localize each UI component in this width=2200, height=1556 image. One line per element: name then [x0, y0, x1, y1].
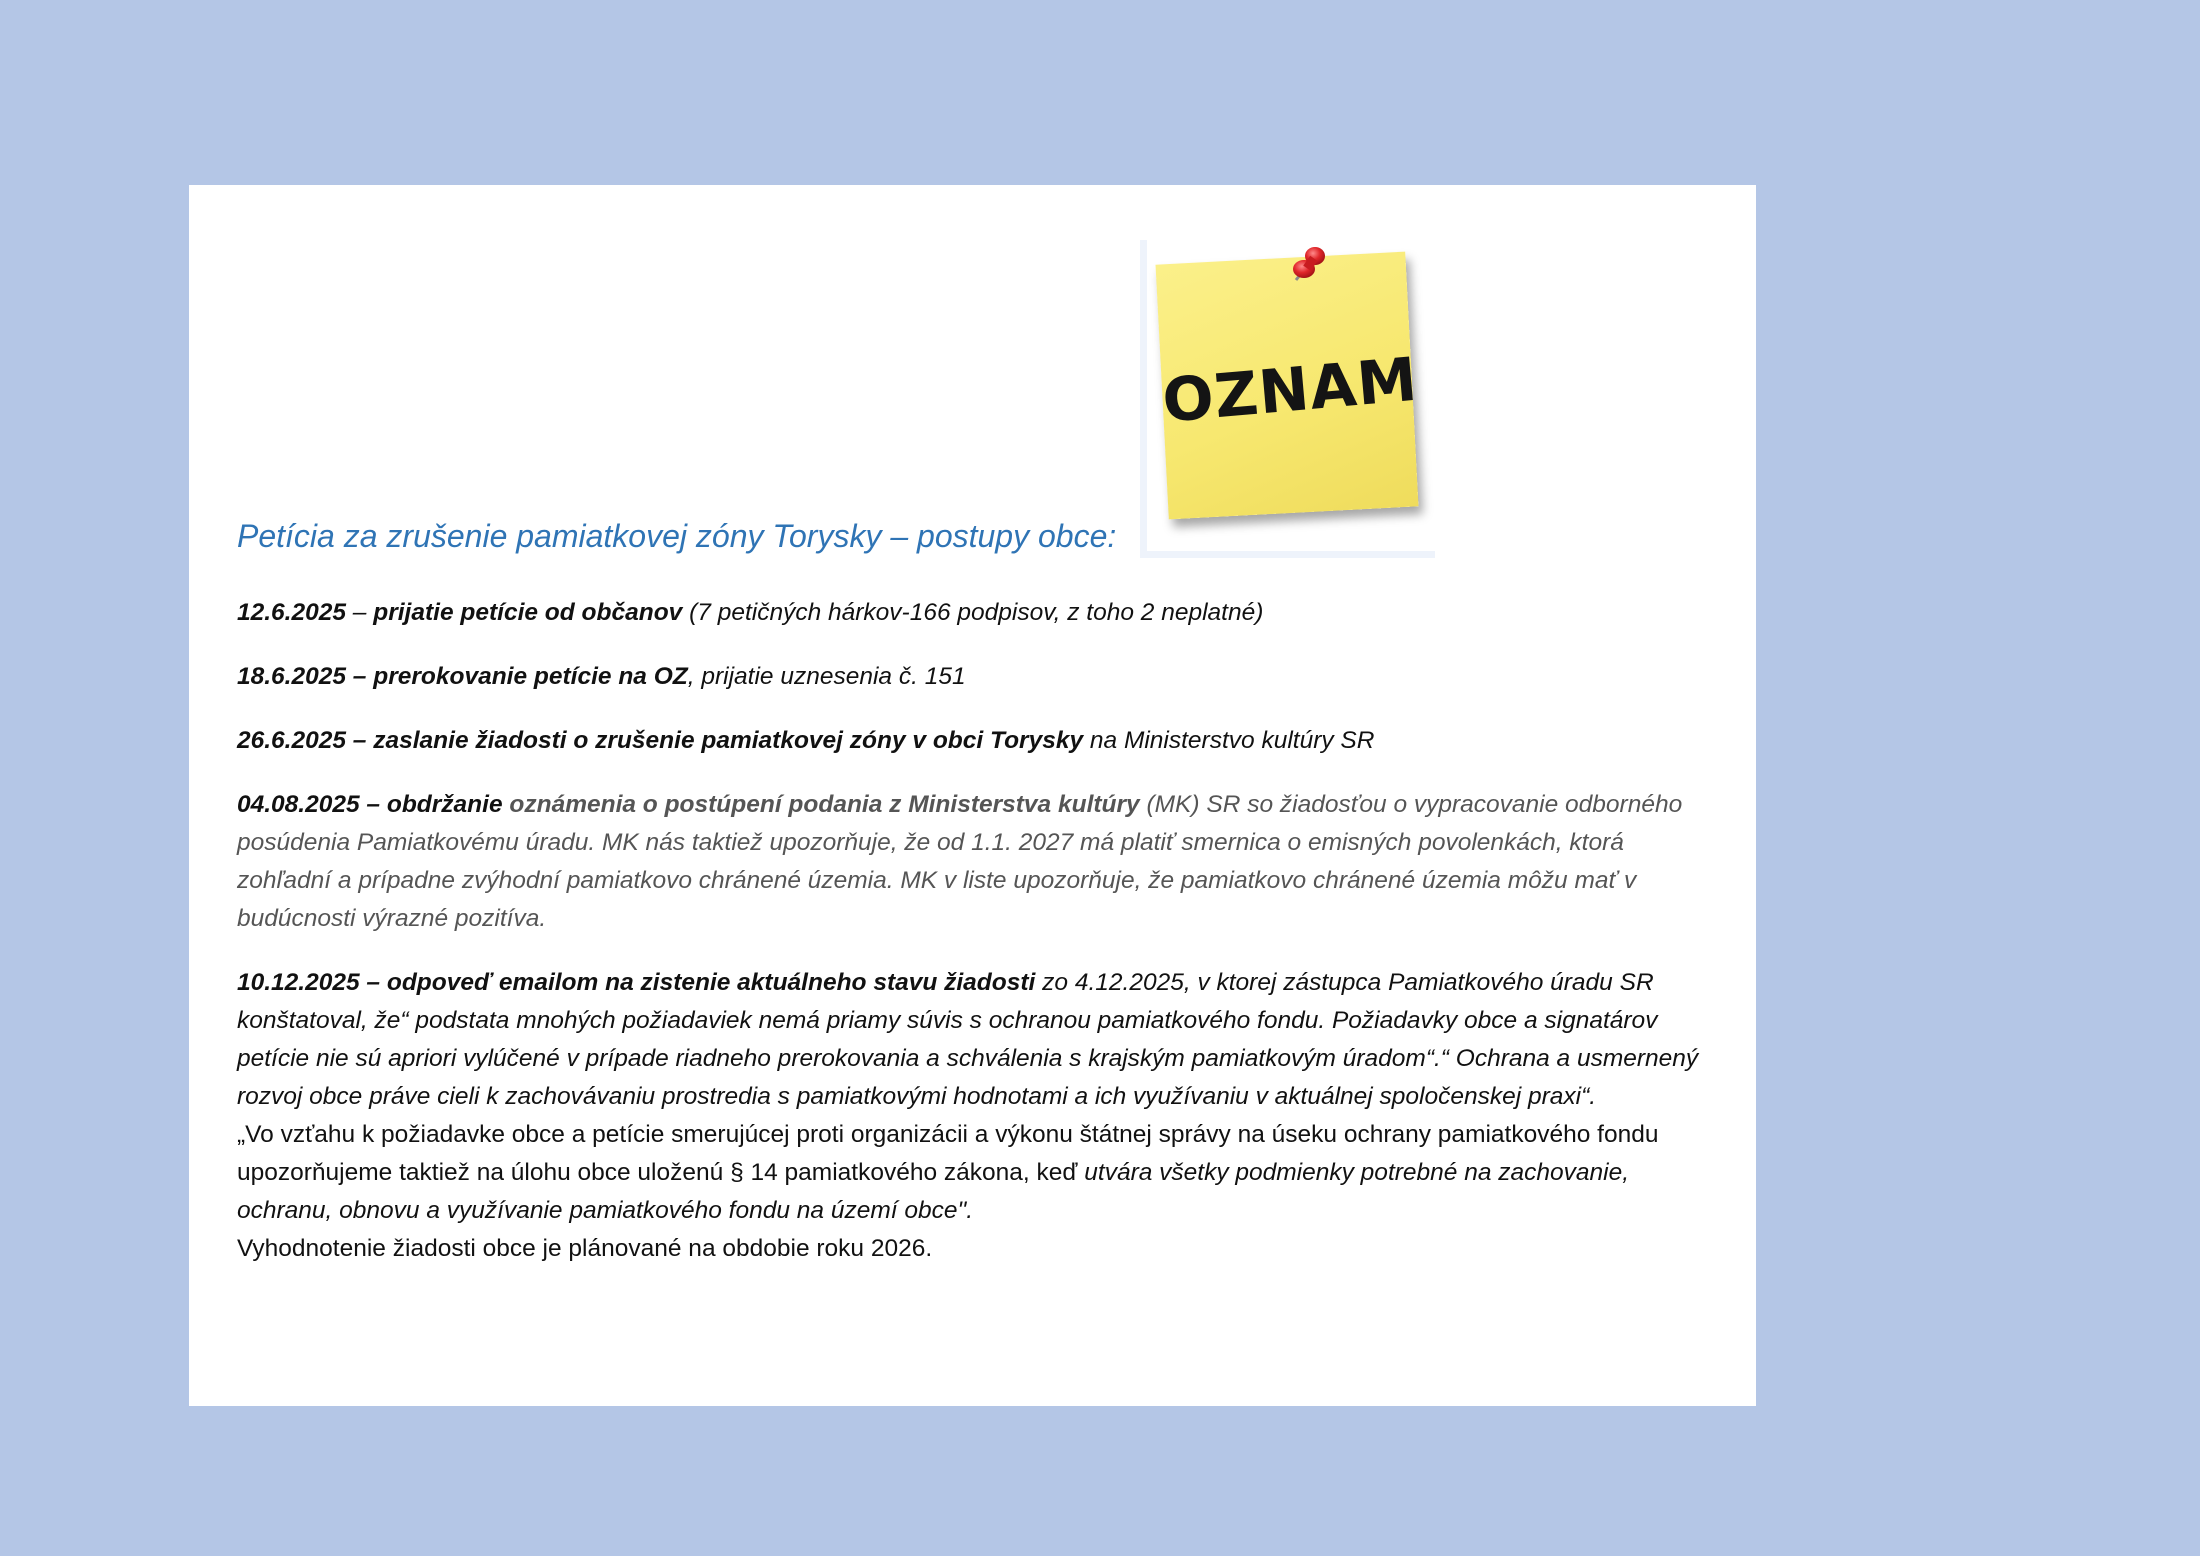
entry-5-quote-plain: „Vo vzťahu k požiadavke obce a petície smerujúcej proti organizácii a výkonu štátnej správy na úseku ochrany pamiatkového fondu upozorňujeme taktiež na úlohu obce uloženú § 14 pamiatkového zákona, keď [237, 1121, 1659, 1186]
entry-3-detail: na Ministerstvo kultúry SR [1083, 727, 1375, 754]
entry-1-date: 12.6.2025 [237, 599, 346, 626]
entry-4-date: 04.08.2025 – obdržanie [237, 791, 503, 818]
entry-4 [237, 786, 1707, 938]
push-pin-icon [1282, 242, 1342, 287]
entry-2 [237, 658, 1707, 696]
entry-1-detail: (7 petičných hárkov-166 podpisov, z toho 2 neplatné) [682, 599, 1264, 626]
entry-3 [237, 722, 1707, 760]
entry-2-title: prerokovanie petície na OZ [366, 663, 688, 690]
entry-5 [237, 964, 1707, 1116]
entry-5-date-title: 10.12.2025 – odpoveď emailom na zistenie aktuálneho stavu žiadosti [237, 969, 1036, 996]
entry-5-quote [237, 1116, 1707, 1230]
page-title: Petícia za zrušenie pamiatkovej zóny Torysky – postupy obce: [237, 518, 1117, 554]
note-label: OZNAM [1159, 344, 1421, 437]
entry-5-quote-italic: utvára všetky podmienky potrebné na zachovanie, ochranu, obnovu a využívanie pamiatkového fondu na území obce". [237, 1159, 1630, 1224]
entry-3-title: zaslanie žiadosti o zrušenie pamiatkovej zóny v obci Torysky [366, 727, 1084, 754]
entry-2-detail: , prijatie uznesenia č. 151 [687, 663, 966, 690]
entry-5-closing: Vyhodnotenie žiadosti obce je plánované na obdobie roku 2026. [237, 1235, 933, 1262]
entry-1-title: prijatie petície od občanov [373, 599, 683, 626]
entry-2-date: 18.6.2025 – [237, 663, 367, 690]
entry-1-sep: – [346, 599, 374, 626]
entry-4-detail: (MK) SR so žiadosťou o vypracovanie odborného posúdenia Pamiatkovému úradu. MK nás taktiež upozorňuje, že od 1.1. 2027 má platiť smernica o emisných povolenkách, ktorá zohľadní a prípadne zvýhodní pamiatkovo chránené územia. MK v liste upozorňuje, že pamiatkovo chránené územia môžu mať v budúcnosti výrazné pozitíva. [237, 791, 1683, 932]
entry-4-title: oznámenia o postúpení podania z Ministerstva kultúry [502, 791, 1140, 818]
entry-5-detail: zo 4.12.2025, v ktorej zástupca Pamiatkového úradu SR konštatoval, že“ podstata mnohých požiadaviek nemá priamy súvis s ochranou pamiatkového fondu. Požiadavky obce a signatárov petície nie sú apriori vylúčené v prípade riadneho prerokovania a schválenia s krajským pamiatkovým úradom“.“ Ochrana a usmernený rozvoj obce práve cieli k zachovávaniu prostredia s pamiatkovými hodnotami a ich využívaniu v aktuálnej spoločenskej praxi“. [237, 969, 1699, 1110]
sticky-note-paper [1155, 252, 1421, 520]
entry-1 [237, 594, 1707, 632]
announcement-content [237, 508, 1707, 1268]
entry-3-date: 26.6.2025 – [237, 727, 367, 754]
